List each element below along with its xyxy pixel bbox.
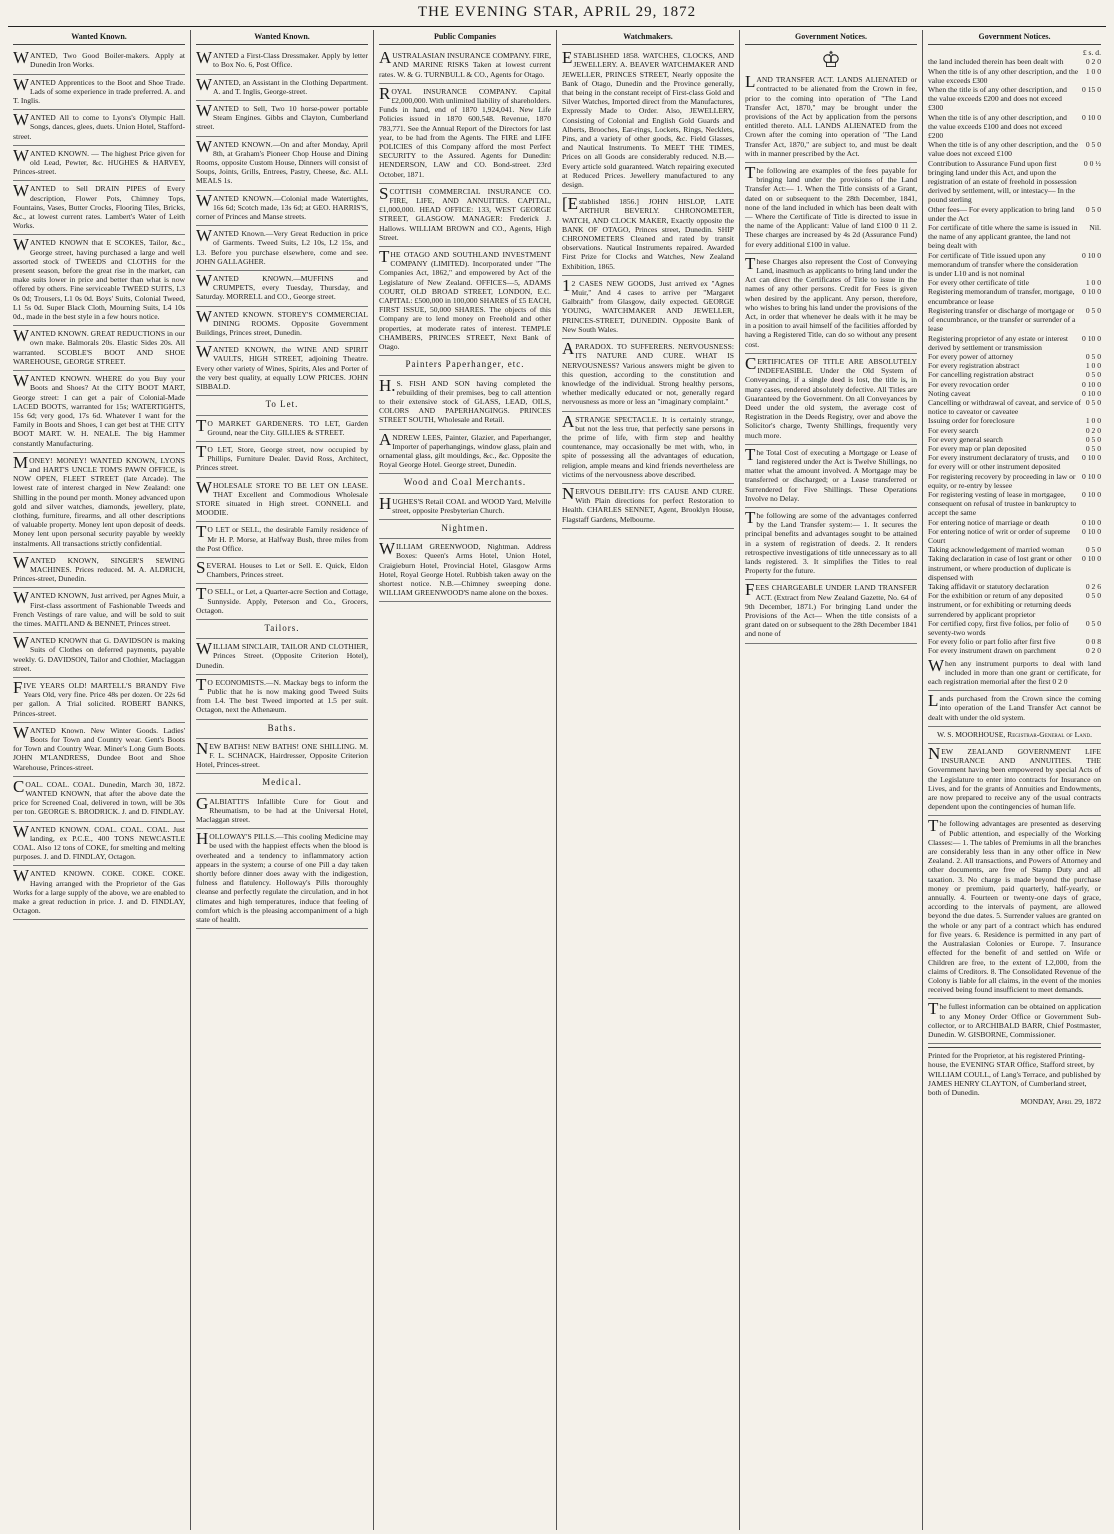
fee-amount: 0 0 ½ [1083, 158, 1101, 168]
ad-text: The Total Cost of executing a Mortgage or Lease of land registered under the Act is Twelve Shillings, no matter what the amount involved. A Mortgage may be transferred or discharged; or a Lease transferred or Surrendered for Five Shillings. These Operations Involve no Delay. [745, 444, 917, 503]
imprint [928, 1047, 1101, 1106]
fee-row [928, 554, 1101, 582]
advertisement [196, 558, 368, 584]
advertisement [13, 866, 185, 920]
ad-text: MONEY! MONEY! WANTED KNOWN, LYONS and HART'S UNCLE TOM'S PAWN OFFICE, is NOW OPEN, FLEET STREET (late Arcade). The lowest rate of interest charged in New Zealand: one Shilling in the pound per month. Money advanced upon gold and silver watches, diamonds, jewellery, plate, clothing, furniture, firearms, and all other descriptions of valuable property. Money lent upon deposit of deeds. Money lent upon personal security payable by weekly instalments. All transactions strictly confidential. [13, 452, 185, 548]
advertisement [928, 656, 1101, 692]
fee-item: For every map or plan deposited [928, 443, 1027, 453]
advertisement [13, 235, 185, 326]
fee-item: Contribution to Assurance Fund upon first bringing land under this Act, and upon the registration of an estate of freehold in possession derived by settlement, will, or intestacy— In the pound sterling [928, 158, 1077, 205]
advertisement [379, 184, 551, 247]
fee-item: For registering recovery by proceeding in law or equity, or re-entry by lessee [928, 471, 1076, 490]
ad-text: WILLIAM GREENWOOD, Nightman. Address Boxes: Queen's Arms Hotel, Union Hotel, Craigieburn Hotel, Provincial Hotel, Glasgow Arms Hotel, Royal George Hotel. Rubbish taken away on the shortest notice. N.B.—Chimney sweeping done. WILLIAM GREENWOOD'S name alone on the boxes. [379, 539, 551, 598]
fee-row [928, 591, 1101, 619]
ad-text: WANTED KNOWN that E SCOKES, Tailor, &c., George street, having purchased a large and well assorted stock of TWEEDS and CLOTHS for the present season, before the great rise in the market, can make suits lower in price and better than what is now offered by others. Fine serviceable TWEED SUITS, L3 0s 0d; Trousers, L1 0s 0d. Boys' Suits, Colonial Tweed, L1 5s 0d. Super Black Cloth, Mourning Suits, L4 10s 0d., made in the best style in a few hours notice. [13, 235, 185, 322]
fee-amount: 0 2 0 [1085, 646, 1101, 656]
fee-amount: 0 10 0 [1082, 112, 1101, 122]
fee-amount: 0 2 6 [1085, 581, 1101, 591]
fee-amount: 0 5 0 [1085, 618, 1101, 628]
advertisement [13, 553, 185, 589]
fee-row [928, 370, 1101, 379]
advertisement [928, 999, 1101, 1044]
ad-text: WANTED KNOWN. COAL. COAL. COAL. Just landing, ex P.C.E., 400 TONS NEWCASTLE COAL. Also 12 tons of COKE, for smelting and melting purposes. J. and D. FINDLAY, Octagon. [13, 821, 185, 862]
advertisement [196, 794, 368, 830]
fee-amount: 1 0 0 [1085, 278, 1101, 288]
fee-item: For certified copy, first five folios, per folio of seventy-two words [928, 618, 1069, 637]
fee-item: For every registration abstract [928, 361, 1020, 371]
advertisement [196, 226, 368, 271]
ad-list [196, 48, 368, 929]
ad-text: WANTED All to come to Lyons's Olympic Hall. Songs, dances, glees, duets. Union Hotel, Stafford-street. [13, 110, 185, 141]
fee-amount: 0 5 0 [1085, 591, 1101, 601]
fee-amount: 1 0 0 [1085, 361, 1101, 371]
fee-amount: 0 10 0 [1082, 489, 1101, 499]
column-1 [8, 30, 191, 1530]
ad-text: COAL. COAL. COAL. Dunedin, March 30, 1872. WANTED KNOWN, that after the above date the price for Screened Coal, delivered in town, will be 30s per ton. GEORGE S. BRODRICK. J. and D. FINDLAY. [13, 776, 185, 817]
fee-amount: 0 10 0 [1082, 526, 1101, 536]
advertisement [379, 494, 551, 520]
fee-row [928, 582, 1101, 591]
ad-text: APARADOX. TO SUFFERERS. NERVOUSNESS: ITS NATURE AND CURE. WHAT IS NERVOUSNESS? Various answers might be given to this question, according to the constitution and knowledge of the individual. Strong healthy persons, whether medically educated or not, generally regard nervousness as more or less an "imaginary complaint." [562, 339, 734, 407]
column-heading: Wanted Known. [13, 30, 185, 45]
advertisement [745, 254, 917, 354]
ad-text: NERVOUS DEBILITY: ITS CAUSE AND CURE. With Plain directions for perfect Restoration to Health. CHARLES SENNET, Agent, Brooklyn House, Flagstaff Gardens, Melbourne. [562, 483, 734, 524]
ad-text: WANTED KNOWN.—On and after Monday, April 8th, at Graham's Pioneer Chop House and Dining Rooms, opposite Custom House, Dinners will consist of Soups, Joints, Grills, Entrees, Pastry, Cheese, &c. ALL MEALS 1s. [196, 136, 368, 186]
fee-item: Other fees— For every application to bring land under the Act [928, 204, 1075, 223]
fee-item: For every folio or part folio after first five [928, 637, 1056, 647]
fee-item: For the exhibition or return of any deposited instrument, or for exhibiting or returning deeds surrendered by applicant proprietor [928, 591, 1072, 619]
ad-text: Baths. [267, 722, 297, 733]
advertisement [379, 539, 551, 602]
ad-text: GALBIATTI'S Infallible Cure for Gout and Rheumatism, to be had at the Universal Hotel, Maclaggan street. [196, 793, 368, 824]
ad-text: When any instrument purports to deal with land included in more than one grant or certificate, for each registration memorial after the first 0 2 0 [928, 655, 1101, 687]
fee-row [928, 619, 1101, 637]
ad-list [13, 48, 185, 920]
fee-row [928, 426, 1101, 435]
ad-text: TO ECONOMISTS.—N. Mackay begs to inform the Public that he is now making good Tweed Suits from L4. The best Tweed imported at 1.5 per suit. Octagon, next the Athenæum. [196, 674, 368, 715]
ad-text: ROYAL INSURANCE COMPANY. Capital £2,000,000. With unlimited liability of shareholders. Funds in hand, end of 1870 1,924,041. New Life Policies issued in 1870 600,548. Revenue, 1870 783,771. See the Annual Report of the Directors for last year, to be had from the Agents. The FIRE and LIFE POLICIES of this Company afford the most Perfect SECURITY to the Assured. Agents for Dunedin: HENDERSON, LAW and CO. Bond-street. 23rd October, 1871. [379, 83, 551, 179]
advertisement [745, 508, 917, 580]
fee-amount: 0 15 0 [1082, 85, 1101, 95]
fee-amount: Nil. [1089, 223, 1101, 233]
advertisement [196, 522, 368, 558]
column-heading: Watchmakers. [562, 30, 734, 45]
ad-text: WANTED KNOWN. GREAT REDUCTIONS in our own make. Balmorals 20s. Elastic Sides 20s. All warranted. SCOBLE'S BOOT AND SHOE WAREHOUSE, GEORGE STREET. [13, 326, 185, 366]
advertisement [928, 691, 1101, 727]
ad-text: WILLIAM SINCLAIR, TAILOR AND CLOTHIER, Princes Street. (Opposite Criterion Hotel), Dunedin. [196, 639, 368, 670]
ad-text: WHOLESALE STORE TO BE LET ON LEASE. THAT Excellent and Commodious Wholesale STORE situated in High street. CONNELL and MOODIE. [196, 477, 368, 518]
ad-text: WANTED Apprentices to the Boot and Shoe Trade. Lads of some experience in trade preferred. A. and T. Inglis. [13, 74, 185, 106]
advertisement [196, 620, 368, 639]
advertisement [745, 445, 917, 508]
fee-item: Taking affidavit or statutory declaration [928, 581, 1049, 591]
fee-row [928, 472, 1101, 490]
fee-row [928, 518, 1101, 527]
fee-amount: 0 5 0 [1085, 305, 1101, 315]
columns [8, 30, 1106, 1530]
fee-item: Taking acknowledgement of married woman [928, 545, 1065, 555]
advertisement [196, 75, 368, 101]
fee-amount: 1 0 0 [1085, 416, 1101, 426]
fee-amount: 0 10 0 [1082, 517, 1101, 527]
fee-item: Noting caveat [928, 388, 971, 398]
fee-item: For certificate of title where the same is issued in the name of any applicant grantee, the land not being dealt with [928, 223, 1078, 251]
ad-text: These Charges also represent the Cost of Conveying Land, inasmuch as applicants to bring land under the Act can direct the Certificates of Title to issue in the names of any other persons. Credit for Fees is given when desired by the applicant. Any person, therefore, who wishes to bring his land under the provisions of the Act, in order that whenever he deals with it he may be in a position to avail himself of the facilities afforded by having a Registered Title, can do so without any present cost. [745, 253, 917, 349]
advertisement [745, 72, 917, 163]
advertisement [379, 474, 551, 493]
fee-item: For registering vesting of lease in mortgagee, consequent on refusal of trustee in bankruptcy to accept the same [928, 489, 1077, 518]
fee-item: For every general search [928, 434, 1003, 444]
advertisement [379, 430, 551, 475]
royal-crest-icon: ♔ [821, 47, 841, 73]
advertisement [13, 146, 185, 182]
advertisement [745, 163, 917, 254]
advertisement [745, 354, 917, 445]
ad-text: TO LET, Store, George street, now occupied by Phillips, Furniture Dealer. David Ross, Architect, Princes street. [196, 441, 368, 473]
advertisement [196, 675, 368, 720]
fee-amount: 0 5 0 [1085, 351, 1101, 361]
advertisement [13, 48, 185, 74]
ad-text: TO MARKET GARDENERS. TO LET, Garden Ground, near the City. GILLIES & STREET. [196, 415, 368, 437]
advertisement [13, 633, 185, 678]
fee-row [928, 490, 1101, 518]
advertisement [379, 376, 551, 430]
advertisement [13, 181, 185, 235]
fee-row [928, 159, 1101, 205]
ad-text: ESTABLISHED 1858. WATCHES, CLOCKS, AND JEWELLERY. A. BEAVER WATCHMAKER AND JEWELLER, PRINCES STREET, Nearly opposite the Bank of Otago, Dunedin and the Province generally, that being in the constant receipt of First-class Gold and Silver Watches, Imported direct from the Manufactures, Expressly Made to Order. Also, JEWELLERY, Consisting of Colonial and English Gold Guards and Alberts, Brooches, Ear-rings, Lockets, Rings, Necklets, Pins, and a variety of other goods, &c. Field Glasses, and Nautical Instruments. To MEET THE TIMES, Prices on all Goods are considerably reduced. N.B.—Every article sold guaranteed. Watch repairing executed at Reduced Prices. Jewellery manufactured to any design. [562, 48, 734, 190]
advertisement [562, 194, 734, 276]
ad-text: WANTED KNOWN. — The highest Price given for old Lead, Pewter, &c. HUGHES & HARVEY, Princes-street. [13, 145, 185, 177]
advertisement [562, 48, 734, 194]
advertisement [928, 727, 1101, 744]
fee-row [928, 223, 1101, 251]
column-heading: Government Notices. [745, 30, 917, 45]
ad-text: WANTED Known.—Very Great Reduction in price of Garments. Tweed Suits, L2 10s, L2 15s, and L3. Before you purchase elsewhere, come and see. JOHN GALLAGHER. [196, 226, 368, 266]
fee-item: For every revocation order [928, 379, 1010, 389]
fee-row [928, 278, 1101, 287]
advertisement [562, 276, 734, 339]
fee-row [928, 444, 1101, 453]
advertisement [928, 744, 1101, 816]
column-3 [374, 30, 557, 1530]
advertisement [196, 271, 368, 307]
ad-list [745, 72, 917, 643]
advertisement [196, 416, 368, 442]
column-heading: Wanted Known. [196, 30, 368, 45]
fee-item: For every power of attorney [928, 351, 1014, 361]
fee-amount: 0 5 0 [1085, 443, 1101, 453]
advertisement [562, 412, 734, 484]
fee-amount: 0 0 8 [1085, 637, 1101, 647]
advertisement [379, 48, 551, 84]
fee-row [928, 205, 1101, 223]
advertisement [379, 247, 551, 356]
advertisement [13, 75, 185, 111]
ad-text: WANTED KNOWN. COKE. COKE. COKE. Having arranged with the Proprietor of the Gas Works for a large supply of the above, we are enabled to make a great reduction in price. J. and D. FINDLAY, Octagon. [13, 866, 185, 916]
advertisement [196, 396, 368, 415]
advertisement [196, 739, 368, 775]
ad-text: The following are some of the advantages conferred by the Land Transfer system:— 1. It secures the principal benefits and advantages sought to be attained in a system of registration of deeds. 2. It renders retrospective investigations of title unnecessary as to all lands registered. 3. It simplifies the Titles to real Property for the future. [745, 507, 917, 576]
fee-item: For every other certificate of title [928, 278, 1029, 288]
advertisement [745, 580, 917, 643]
fee-amount: 0 10 0 [1082, 287, 1101, 297]
ad-text: WANTED KNOWN, Just arrived, per Agnes Muir, a First-class assortment of Fashionable Tweeds and French Vestings of rare value, and will be sold to suit the times. MAITLAND & BENNET, Princes street. [13, 588, 185, 628]
ad-text: AUSTRALASIAN INSURANCE COMPANY. FIRE, AND MARINE RISKS Taken at lowest current rates. W. & G. TURNBULL & CO., Agents for Otago. [379, 48, 551, 79]
ad-text: H.S. FISH AND SON having completed the rebuilding of their premises, beg to call attention to their extensive stock of GLASS, LEAD, OILS, COLORS AND PAPERHANGINGS. PRINCES STREET SOUTH, Wholesale and Retail. [379, 375, 551, 425]
fee-row [928, 57, 1101, 66]
advertisement [196, 720, 368, 739]
fee-row [928, 113, 1101, 141]
ad-text: WANTED KNOWN.—MUFFINS and CRUMPETS, every Tuesday, Thursday, and Saturday. MORRELL and CO., George street. [196, 271, 368, 302]
ad-text: NEW BATHS! NEW BATHS! ONE SHILLING. M. F. L. SCHNACK, Hairdresser, Opposite Criterion Hotel, Princes-street. [196, 738, 368, 770]
ad-list [562, 48, 734, 529]
advertisement [13, 371, 185, 453]
fee-row [928, 646, 1101, 655]
ad-text: HOLLOWAY'S PILLS.—This cooling Medicine may be used with the happiest effects when the blood is overheated and a tendency to inflammatory action appears in the system; a course of one Pill a day taken shortly before dinner does away with the indigestion, fulness and flatulency. Holloway's Pills thoroughly cleanse and perfectly regulate the circulation, and in hot climates and high temperatures, induce that feeling of comfort which is the pleasing accompaniment of a high state of health. [196, 829, 368, 925]
fee-row [928, 287, 1101, 305]
fee-item: For certificate of Title issued upon any memorandum of transfer where the consideration is under L10 and is not nominal [928, 250, 1078, 279]
column-heading: Public Companies [379, 30, 551, 45]
fee-item: When the title is of any other description, and the value does not exceed £100 [928, 140, 1079, 159]
fee-item: For cancelling registration abstract [928, 370, 1034, 380]
ad-text: CERTIFICATES OF TITLE ARE ABSOLUTELY INDEFEASIBLE. Under the Old System of Conveyancing, if a single deed is lost, the title is, in many cases, rendered absolutely defective. All Titles are Guaranteed by the Government. On all Conveyances by Deed under the old system, the average cost of Registration in the Deeds Registry, over and above the Solicitor's charge, Twenty Shillings, frequently very much more. [745, 353, 917, 440]
advertisement [196, 191, 368, 227]
ad-text: SCOTTISH COMMERCIAL INSURANCE CO. FIRE, LIFE, AND ANNUITIES. CAPITAL, £1,000,000. HEAD OFFICE: 133, WEST GEORGE STREET, GLASGOW. MANAGER: Frederick J. Hallows. WILLIAM BROWN and CO., Agents, High Street. [379, 183, 551, 242]
ad-text: WANTED to Sell, Two 10 horse-power portable Steam Engines. Gibbs and Clayton, Cumberland street. [196, 101, 368, 132]
imprint-date: MONDAY, April 29, 1872 [1020, 1097, 1101, 1107]
ad-list [928, 656, 1101, 1045]
fee-item: the land included therein has been dealt with [928, 57, 1064, 67]
fee-item: When the title is of any other description, and the value exceeds £300 [928, 66, 1079, 85]
fee-amount: 0 2 0 [1085, 425, 1101, 435]
fee-item: For every instrument drawn on parchment [928, 646, 1057, 656]
fee-amount: 0 10 0 [1082, 554, 1101, 564]
fee-row [928, 140, 1101, 158]
ad-text: 12 CASES NEW GOODS, Just arrived ex "Agnes Muir," And 4 cases to arrive per "Margaret Galbraith" from Glasgow, daily expected. GEORGE YOUNG, WATCHMAKER AND JEWELLER, PRINCES-STREET, DUNEDIN. Opposite Bank of New South Wales. [562, 275, 734, 334]
ad-text: The fullest information can be obtained on application to any Money Order Office or Government Sub-collector, or to ARCHIBALD BARR, Chief Postmaster, Dunedin. W. GISBORNE, Commissioner. [928, 999, 1101, 1039]
ad-text: The following are examples of the fees payable for bringing land under the provisions of the Land Transfer Act:— 1. When the Title consists of a Grant, dated on or subsequent to the 28th December, 1841, none of the land included in which has been dealt with— Where the Certificate of Title is directed to issue in the name of the Applicant: Value of land £100 0 11 2. These charges are increased by 4s 2d (Assurance Fund) for every additional £100 in value. [745, 163, 917, 249]
fee-amount: 0 5 0 [1085, 434, 1101, 444]
ad-text: WANTED to Sell DRAIN PIPES of Every description, Flower Pots, Chimney Tops, Fountains, Vases, Butter Crocks, Flooring Tiles, Bricks, &c., at lowest current rates. Lambert's Water of Leith Works. [13, 181, 185, 231]
advertisement [196, 829, 368, 929]
ad-text: Medical. [262, 777, 302, 788]
ad-text: [Established 1856.] JOHN HISLOP, LATE ARTHUR BEVERLY. CHRONOMETER, WATCH, AND CLOCK MAKER, Exactly opposite the BANK OF OTAGO, Princes street, Dunedin. SHIP CHRONOMETERS Cleaned and rated by transit observations. Nautical Instruments repaired. Awarded First Prize for Clocks and Watches, New Zealand Exhibition, 1865. [562, 194, 734, 271]
fee-row [928, 637, 1101, 646]
ad-text: WANTED KNOWN, SINGER'S SEWING MACHINES. Prices reduced. M. A. ALDRICH, Princes-street, Dunedin. [13, 552, 185, 584]
advertisement [13, 723, 185, 777]
fee-item: Registering memorandum of transfer, mortgage, encumbrance or lease [928, 287, 1075, 306]
ad-text: WANTED, Two Good Boiler-makers. Apply at Dunedin Iron Works. [13, 48, 185, 70]
advertisement [379, 356, 551, 375]
fee-amount: 0 10 0 [1082, 379, 1101, 389]
fee-row [928, 545, 1101, 554]
fee-row [928, 389, 1101, 398]
column-5 [740, 30, 923, 1530]
fee-item: For every search [928, 425, 979, 435]
ad-text: WANTED KNOWN. STOREY'S COMMERCIAL DINING ROOMS. Opposite Government Buildings, Princes street, Dunedin. [196, 306, 368, 338]
column-2 [191, 30, 374, 1530]
fee-amount: 0 10 0 [1082, 453, 1101, 463]
ad-text: W. S. MOORHOUSE, Registrar-General of Land. [937, 729, 1092, 739]
advertisement [928, 816, 1101, 999]
fee-row [928, 85, 1101, 113]
advertisement [379, 520, 551, 539]
advertisement [196, 307, 368, 343]
advertisement [196, 48, 368, 74]
fee-amount: 0 10 0 [1082, 471, 1101, 481]
masthead-rule [8, 26, 1106, 27]
fee-row [928, 398, 1101, 416]
advertisement [196, 584, 368, 620]
ad-text: ASTRANGE SPECTACLE. It is certainly strange, but not the less true, that perfectly sane persons in the prime of life, with firm step and healthy countenance, may occasionally be met with, who, in spite of possessing all the advantages of education, religion, ample means and kind friends nevertheless are victims of the nervousness above described. [562, 411, 734, 479]
fee-amount: 0 5 0 [1085, 397, 1101, 407]
fee-row [928, 67, 1101, 85]
ad-text: Wood and Coal Merchants. [403, 477, 527, 488]
advertisement [13, 110, 185, 146]
ad-text: THE OTAGO AND SOUTHLAND INVESTMENT COMPANY (LIMITED). Incorporated under "The Companies Act, 1862," and empowered by Act of the Legislature of New Zealand. OFFICES—5, ADAMS COURT, OLD BROAD STREET, LONDON, E.C. CAPITAL: £500,000 in 100,000 SHARES of £5 EACH, FIRST ISSUE, 50,000 SHARES. The objects of this Company are to lend money on Freehold and other properties, at moderate rates of interest. TEMPLE CHAMBERS, PRINCES STREET, Next Bank of Otago. [379, 247, 551, 352]
fee-item: Cancelling or withdrawal of caveat, and service of notice to caveator or caveatee [928, 397, 1082, 417]
fee-row [928, 251, 1101, 279]
advertisement [562, 484, 734, 529]
ad-text: The following advantages are presented as deserving of Public attention, and especially of the Working Classes:— 1. The tables of Premiums in all the branches are considerably less than in any other office in New Zealand. 2. All transactions, and Powers of Attorney and other documents, are free of Stamp Duty and all taxation. 3. No charge is made beyond the purchase money or premium, paid quarterly, half-yearly, or annually. 4. Fourteen or twenty-one days of grace, according to the intervals of payment, are allowed beyond the due dates. 5. Surrender values are granted on the whole or any part of a contract which has endured for five years. 6. Residence is permitted in any part of the Australasian Colonies or Europe. 7. Insurance effected for the benefit of and settled on Wife or Children are free, to the extent of L2,000, from the claims of Creditors. 8. The Consolidated Revenue of the Colony is liable for all claims, in the event of the monies received being found insufficient to meet demands. [928, 816, 1101, 995]
ad-text: HUGHES'S Retail COAL and WOOD Yard, Melville street, opposite Presbyterian Church. [379, 493, 551, 515]
advertisement [13, 777, 185, 822]
advertisement [13, 326, 185, 371]
fee-amount: 1 0 0 [1085, 66, 1101, 76]
fee-table [928, 57, 1101, 655]
fee-amount: 0 10 0 [1082, 388, 1101, 398]
advertisement [196, 639, 368, 675]
ad-text: WANTED, an Assistant in the Clothing Department. A. and T. Inglis, George-street. [196, 74, 368, 96]
ad-text: Lands purchased from the Crown since the coming into operation of the Land Transfer Act cannot be dealt with under the old system. [928, 691, 1101, 722]
fee-amount: 0 5 0 [1085, 204, 1101, 214]
fee-amount: 0 10 0 [1082, 333, 1101, 343]
advertisement [196, 101, 368, 137]
ad-text: FEES CHARGEABLE UNDER LAND TRANSFER ACT. (Extract from New Zealand Gazette, No. 64 of 9th December, 1871.) For bringing Land under the Provisions of the Act— When the title consists of a grant dated on or subsequent to the 28th December 1841 and none of [745, 580, 917, 639]
ad-text: ANDREW LEES, Painter, Glazier, and Paperhanger, Importer of paperhangings, window glass, plain and ornamental glass, gilt mouldings, &c., &c. Opposite the Royal George Hotel. George street, Dunedin. [379, 429, 551, 470]
ad-text: Nightmen. [441, 522, 489, 533]
fee-row [928, 527, 1101, 545]
fee-amount: 0 5 0 [1085, 545, 1101, 555]
advertisement [562, 339, 734, 411]
ad-text: Painters Paperhanger, etc. [405, 359, 525, 370]
advertisement [196, 342, 368, 396]
ad-text: NEW ZEALAND GOVERNMENT LIFE INSURANCE AND ANNUITIES. THE Government having been empowered by special Acts of the Legislature to enter into contracts for Insurance on Lives, and for the grants of Annuities and Endowments, are now prepared to receive any of the usual contracts dependent upon the contingencies of human life. [928, 744, 1101, 812]
fee-row [928, 334, 1101, 352]
ad-text: WANTED KNOWN, the WINE AND SPIRIT VAULTS, HIGH STREET, adjoining Theatre. Every other variety of Wines, Spirits, Ales and Porter of the very best quality, at equally LOW PRICES. JOHN SIBBALD. [196, 342, 368, 392]
fee-row [928, 352, 1101, 361]
advertisement [13, 588, 185, 633]
fee-amount: 0 5 0 [1085, 370, 1101, 380]
fee-row [928, 435, 1101, 444]
ad-text: TO SELL, or Let, a Quarter-acre Section and Cottage, Sunnyside. Apply, Peterson and Co., Grocers, Octagon. [196, 584, 368, 615]
masthead: THE EVENING STAR, APRIL 29, 1872 [417, 4, 697, 20]
advertisement [196, 137, 368, 191]
fee-amount: 0 2 0 [1085, 57, 1101, 67]
fee-item: Taking declaration in case of lost grant or other instrument, or where production of duplicate is dispensed with [928, 554, 1072, 582]
fee-item: For entering notice of marriage or death [928, 517, 1050, 527]
advertisement [13, 678, 185, 723]
fees-currency-head: £ s. d. [1082, 48, 1101, 58]
column-6 [923, 30, 1106, 1530]
ad-text: FIVE YEARS OLD! MARTELL'S BRANDY Five Years Old, very fine. Price 48s per dozen. Or 22s 6d per gallon. A Trial solicited. ROBERT BANKS, Princes-street. [13, 677, 185, 718]
ad-text: WANTED KNOWN.—Colonial made Watertights, 16s 6d; Scotch made, 13s 6d; at GEO. HARRIS'S, corner of Princes and Manse streets. [196, 190, 368, 222]
ad-list [379, 48, 551, 602]
ad-text: WANTED KNOWN. WHERE do you Buy your Boots and Shoes? At the CITY BOOT MART, George street: I can get a pair of Colonial-Made LACED BOOTS, warranted for 15s; WATERTIGHTS, 15s 6d; very good, 17s 6d. Whatever I want for the Family in Boots and Shoes, I can get best at THE CITY BOOT MART. W. H. NEALE. The big Hammer constantly Manufacturing. [13, 371, 185, 448]
fee-row [928, 306, 1101, 334]
fee-row [928, 416, 1101, 425]
ad-text: WANTED KNOWN that G. DAVIDSON is making Suits of Clothes on deferred payments, payable weekly. G. DAVIDSON, Tailor and Clothier, Maclaggan street. [13, 633, 185, 673]
ad-text: TO LET or SELL, the desirable Family residence of Mr H. P. Morse, at Halfway Bush, three miles from the Post Office. [196, 522, 368, 553]
imprint-text: Printed for the Proprietor, at his registered Printing-house, the EVENING STAR Office, Stafford street, by WILLIAM COULL, of Lang's Terrace, and published by JAMES HENRY CLAYTON, of Cumberland street, both of Dunedin. [928, 1051, 1101, 1097]
fee-row [928, 453, 1101, 471]
fee-row [928, 361, 1101, 370]
ad-text: SEVERAL Houses to Let or Sell. E. Quick, Eldon Chambers, Princes street. [196, 557, 368, 580]
fee-item: Issuing order for foreclosure [928, 416, 1015, 426]
column-heading: Government Notices. [928, 30, 1101, 45]
fee-item: Registering proprietor of any estate or interest derived by settlement or transmission [928, 333, 1069, 352]
advertisement [196, 774, 368, 793]
fee-item: When the title is of any other description, and the value exceeds £200 and does not exceed £300 [928, 85, 1067, 113]
ad-text: LAND TRANSFER ACT. LANDS ALIENATED or contracted to be alienated from the Crown in fee, prior to the coming into operation of "The Land Transfer Act, 1870," may be brought under the provisions of the Act by application from the persons entitled thereto. ALL LANDS ALIENATED from the Crown after the coming into operation of "The Land Transfer Act, 1870," are subject to, and must be dealt with in manner prescribed by the Act. [745, 72, 917, 158]
fee-amount: 0 5 0 [1085, 140, 1101, 150]
advertisement [13, 453, 185, 553]
ad-text: To Let. [265, 399, 299, 410]
ad-text: Tailors. [264, 622, 300, 633]
fee-item: For entering notice of writ or order of supreme Court [928, 526, 1071, 545]
ad-text: WANTED Known. New Winter Goods. Ladies' Boots for Town and Country wear. Gent's Boots for Town and Country Wear. Miner's Long Gum Boots. JOHN M'LANDRESS, Dundee Boot and Shoe Warehouse, Princes-street. [13, 722, 185, 772]
advertisement [379, 84, 551, 184]
ad-text: WANTED a First-Class Dressmaker. Apply by letter to Box No. 6, Post Office. [196, 48, 368, 70]
fee-row [928, 380, 1101, 389]
fee-item: When the title is of any other description, and the value exceeds £100 and does not exceed £200 [928, 112, 1067, 141]
advertisement [196, 442, 368, 478]
column-4 [557, 30, 740, 1530]
advertisement [196, 478, 368, 523]
fee-item: Registering transfer or discharge of mortgage or of encumbrance, or the transfer or surrender of a lease [928, 305, 1076, 334]
advertisement [13, 822, 185, 867]
fee-amount: 0 10 0 [1082, 250, 1101, 260]
fee-item: For every instrument declaratory of trusts, and for every will or other instrument deposited [928, 453, 1070, 472]
